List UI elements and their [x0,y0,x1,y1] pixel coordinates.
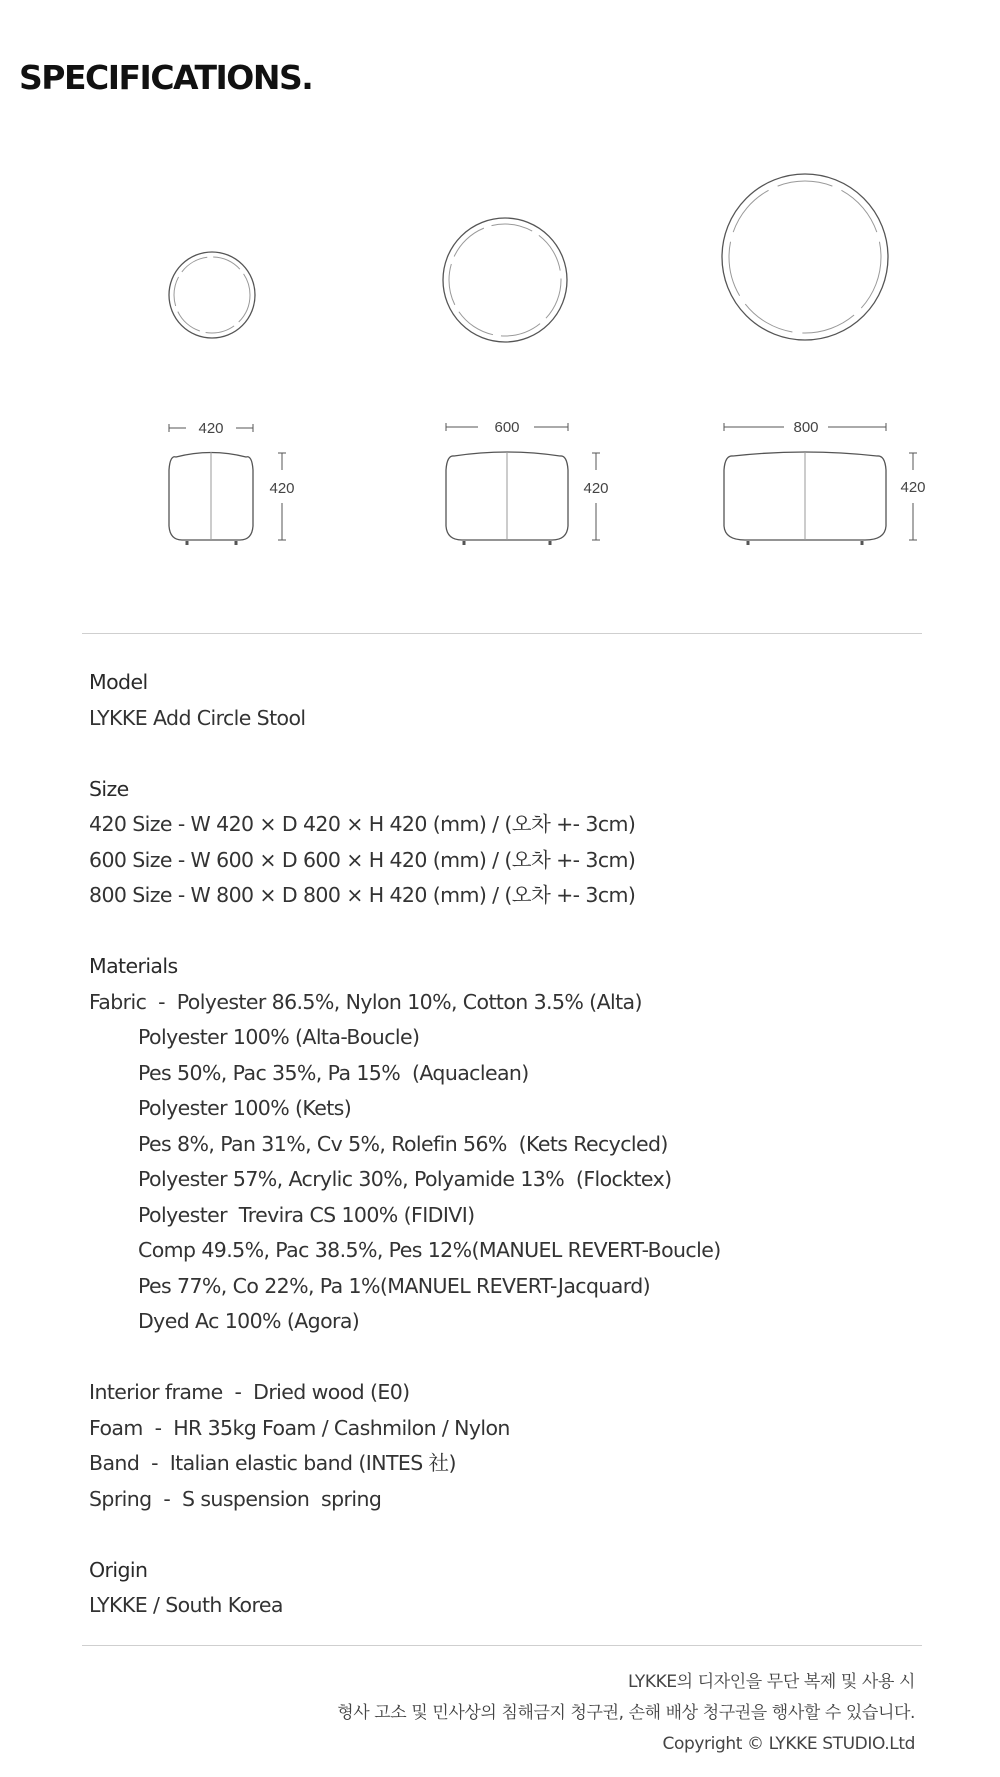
page-title: SPECIFICATIONS. [19,58,313,97]
size-line: 800 Size - W 800 × D 800 × H 420 (mm) / (오차 +- 3cm) [89,883,636,907]
product-drawings [0,150,1000,570]
materials-label: Materials [89,954,178,978]
fabric-line: Polyester 57%, Acrylic 30%, Polyamide 13% (Flocktex) [138,1167,672,1191]
footer-line: 형사 고소 및 민사상의 침해금지 청구권, 손해 배상 청구권을 행사할 수 있습니다. [337,1703,915,1723]
width-label-600: 600 [494,419,520,436]
material-line: Foam - HR 35kg Foam / Cashmilon / Nylon [89,1415,510,1440]
width-label-420: 420 [198,420,224,437]
side-view-600 [446,452,568,545]
size-label: Size [89,776,129,801]
fabric-line: Dyed Ac 100% (Agora) [138,1309,360,1333]
divider-top [82,633,922,634]
spec-list [89,665,949,1624]
divider-bottom [82,1645,922,1646]
top-view-800 [722,174,888,340]
origin-value: LYKKE / South Korea [89,1593,283,1617]
fabric-line: Fabric - Polyester 86.5%, Nylon 10%, Cotton 3.5% (Alta) [89,989,642,1014]
fabric-line: Comp 49.5%, Pac 38.5%, Pes 12%(MANUEL REVERT-Boucle) [138,1238,721,1262]
top-view-420 [169,252,255,338]
size-line: 420 Size - W 420 × D 420 × H 420 (mm) / (오차 +- 3cm) [89,812,636,836]
copyright: Copyright © LYKKE STUDIO.Ltd [662,1734,915,1754]
width-label-800: 800 [793,419,819,436]
origin-label: Origin [89,1557,148,1582]
model-label: Model [89,670,148,694]
fabric-line: Pes 77%, Co 22%, Pa 1%(MANUEL REVERT-Jacquard) [138,1273,651,1298]
fabric-line: Polyester 100% (Kets) [138,1096,352,1120]
material-line: Interior frame - Dried wood (E0) [89,1380,410,1404]
fabric-line: Pes 8%, Pan 31%, Cv 5%, Rolefin 56% (Kets Recycled) [138,1131,668,1156]
height-label-600: 420 [583,480,609,497]
fabric-line: Pes 50%, Pac 35%, Pa 15% (Aquaclean) [138,1060,529,1085]
side-view-420 [169,452,253,545]
dimension-drawing-svg [0,150,1000,570]
height-label-800: 420 [900,479,926,496]
top-view-600 [443,218,567,342]
height-label-420: 420 [269,480,295,497]
material-line: Band - Italian elastic band (INTES 社) [89,1451,456,1475]
size-line: 600 Size - W 600 × D 600 × H 420 (mm) / (오차 +- 3cm) [89,847,636,872]
footer-notice [337,1667,915,1760]
material-line: Spring - S suspension spring [89,1486,382,1511]
model-value: LYKKE Add Circle Stool [89,705,306,730]
fabric-line: Polyester 100% (Alta-Boucle) [138,1025,420,1049]
footer-line: LYKKE의 디자인을 무단 복제 및 사용 시 [628,1672,915,1692]
fabric-line: Polyester Trevira CS 100% (FIDIVI) [138,1202,475,1227]
side-view-800 [724,452,886,545]
